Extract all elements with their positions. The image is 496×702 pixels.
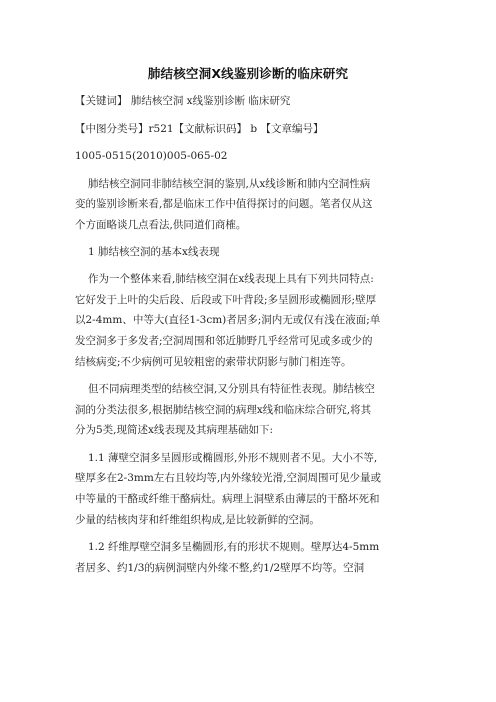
body-text-line: 肺结核空洞同非肺结核空洞的鉴别,从x线诊断和肺内空洞性病 bbox=[88, 178, 371, 190]
document-title: 肺结核空洞X线鉴别诊断的临床研究 bbox=[147, 66, 349, 81]
article-number-line: 1005-0515(2010)005-065-02 bbox=[75, 150, 228, 162]
body-text-line: 结核病变;不少病例可见较粗密的索带状阴影与肺门相连等。 bbox=[75, 356, 352, 368]
body-text-line: 它好发于上叶的尖后段、后段或下叶背段;多呈圆形或椭圆形;壁厚 bbox=[75, 294, 377, 306]
body-text-line: 作为一个整体来看,肺结核空洞在x线表现上具有下列共同特点: bbox=[88, 273, 374, 285]
body-text-line: 个方面略谈几点看法,供同道们商榷。 bbox=[75, 219, 247, 231]
keywords-line: 【关键词】 肺结核空洞 x线鉴别诊断 临床研究 bbox=[75, 95, 291, 107]
body-text-line: 1.2 纤维厚壁空洞多呈椭圆形,有的形状不规则。壁厚达4-5mm bbox=[88, 541, 380, 553]
body-text-line: 分为5类,现简述x线表现及其病理基础如下: bbox=[75, 424, 273, 436]
body-text-line: 以2-4mm、中等大(直径1-3cm)者居多;洞内无或仅有浅在液面;单 bbox=[75, 314, 381, 326]
body-text-line: 者居多、约1/3的病例洞壁内外缘不整,约1/2壁厚不均等。空洞 bbox=[75, 562, 365, 574]
body-text-line: 1.1 薄壁空洞多呈圆形或椭圆形,外形不规则者不见。大小不等, bbox=[88, 452, 378, 464]
section-heading: 1 肺结核空洞的基本x线表现 bbox=[88, 246, 220, 258]
body-text-line: 中等量的干酪或纤维干酪病灶。病理上洞壁系由薄层的干酪坏死和 bbox=[75, 493, 380, 505]
body-text-line: 洞的分类法很多,根据肺结核空洞的病理x线和临床综合研究,将其 bbox=[75, 404, 372, 416]
body-text-line: 变的鉴别诊断来看,都是临床工作中值得探讨的问题。笔者仅从这 bbox=[75, 198, 373, 210]
body-text-line: 发空洞多于多发者;空洞周围和邻近肺野几乎经常可见或多或少的 bbox=[75, 335, 373, 347]
body-text-line: 壁厚多在2-3mm左右且较均等,内外缘较光滑,空洞周围可见少量或 bbox=[75, 472, 381, 484]
classification-line: 【中图分类号】r521【文献标识码】 b 【文章编号】 bbox=[75, 123, 324, 135]
body-text-line: 但不同病理类型的结核空洞,又分别具有特征性表现。肺结核空 bbox=[88, 383, 375, 395]
body-text-line: 少量的结核肉芽和纤维组织构成,是比较新鲜的空洞。 bbox=[75, 514, 320, 526]
